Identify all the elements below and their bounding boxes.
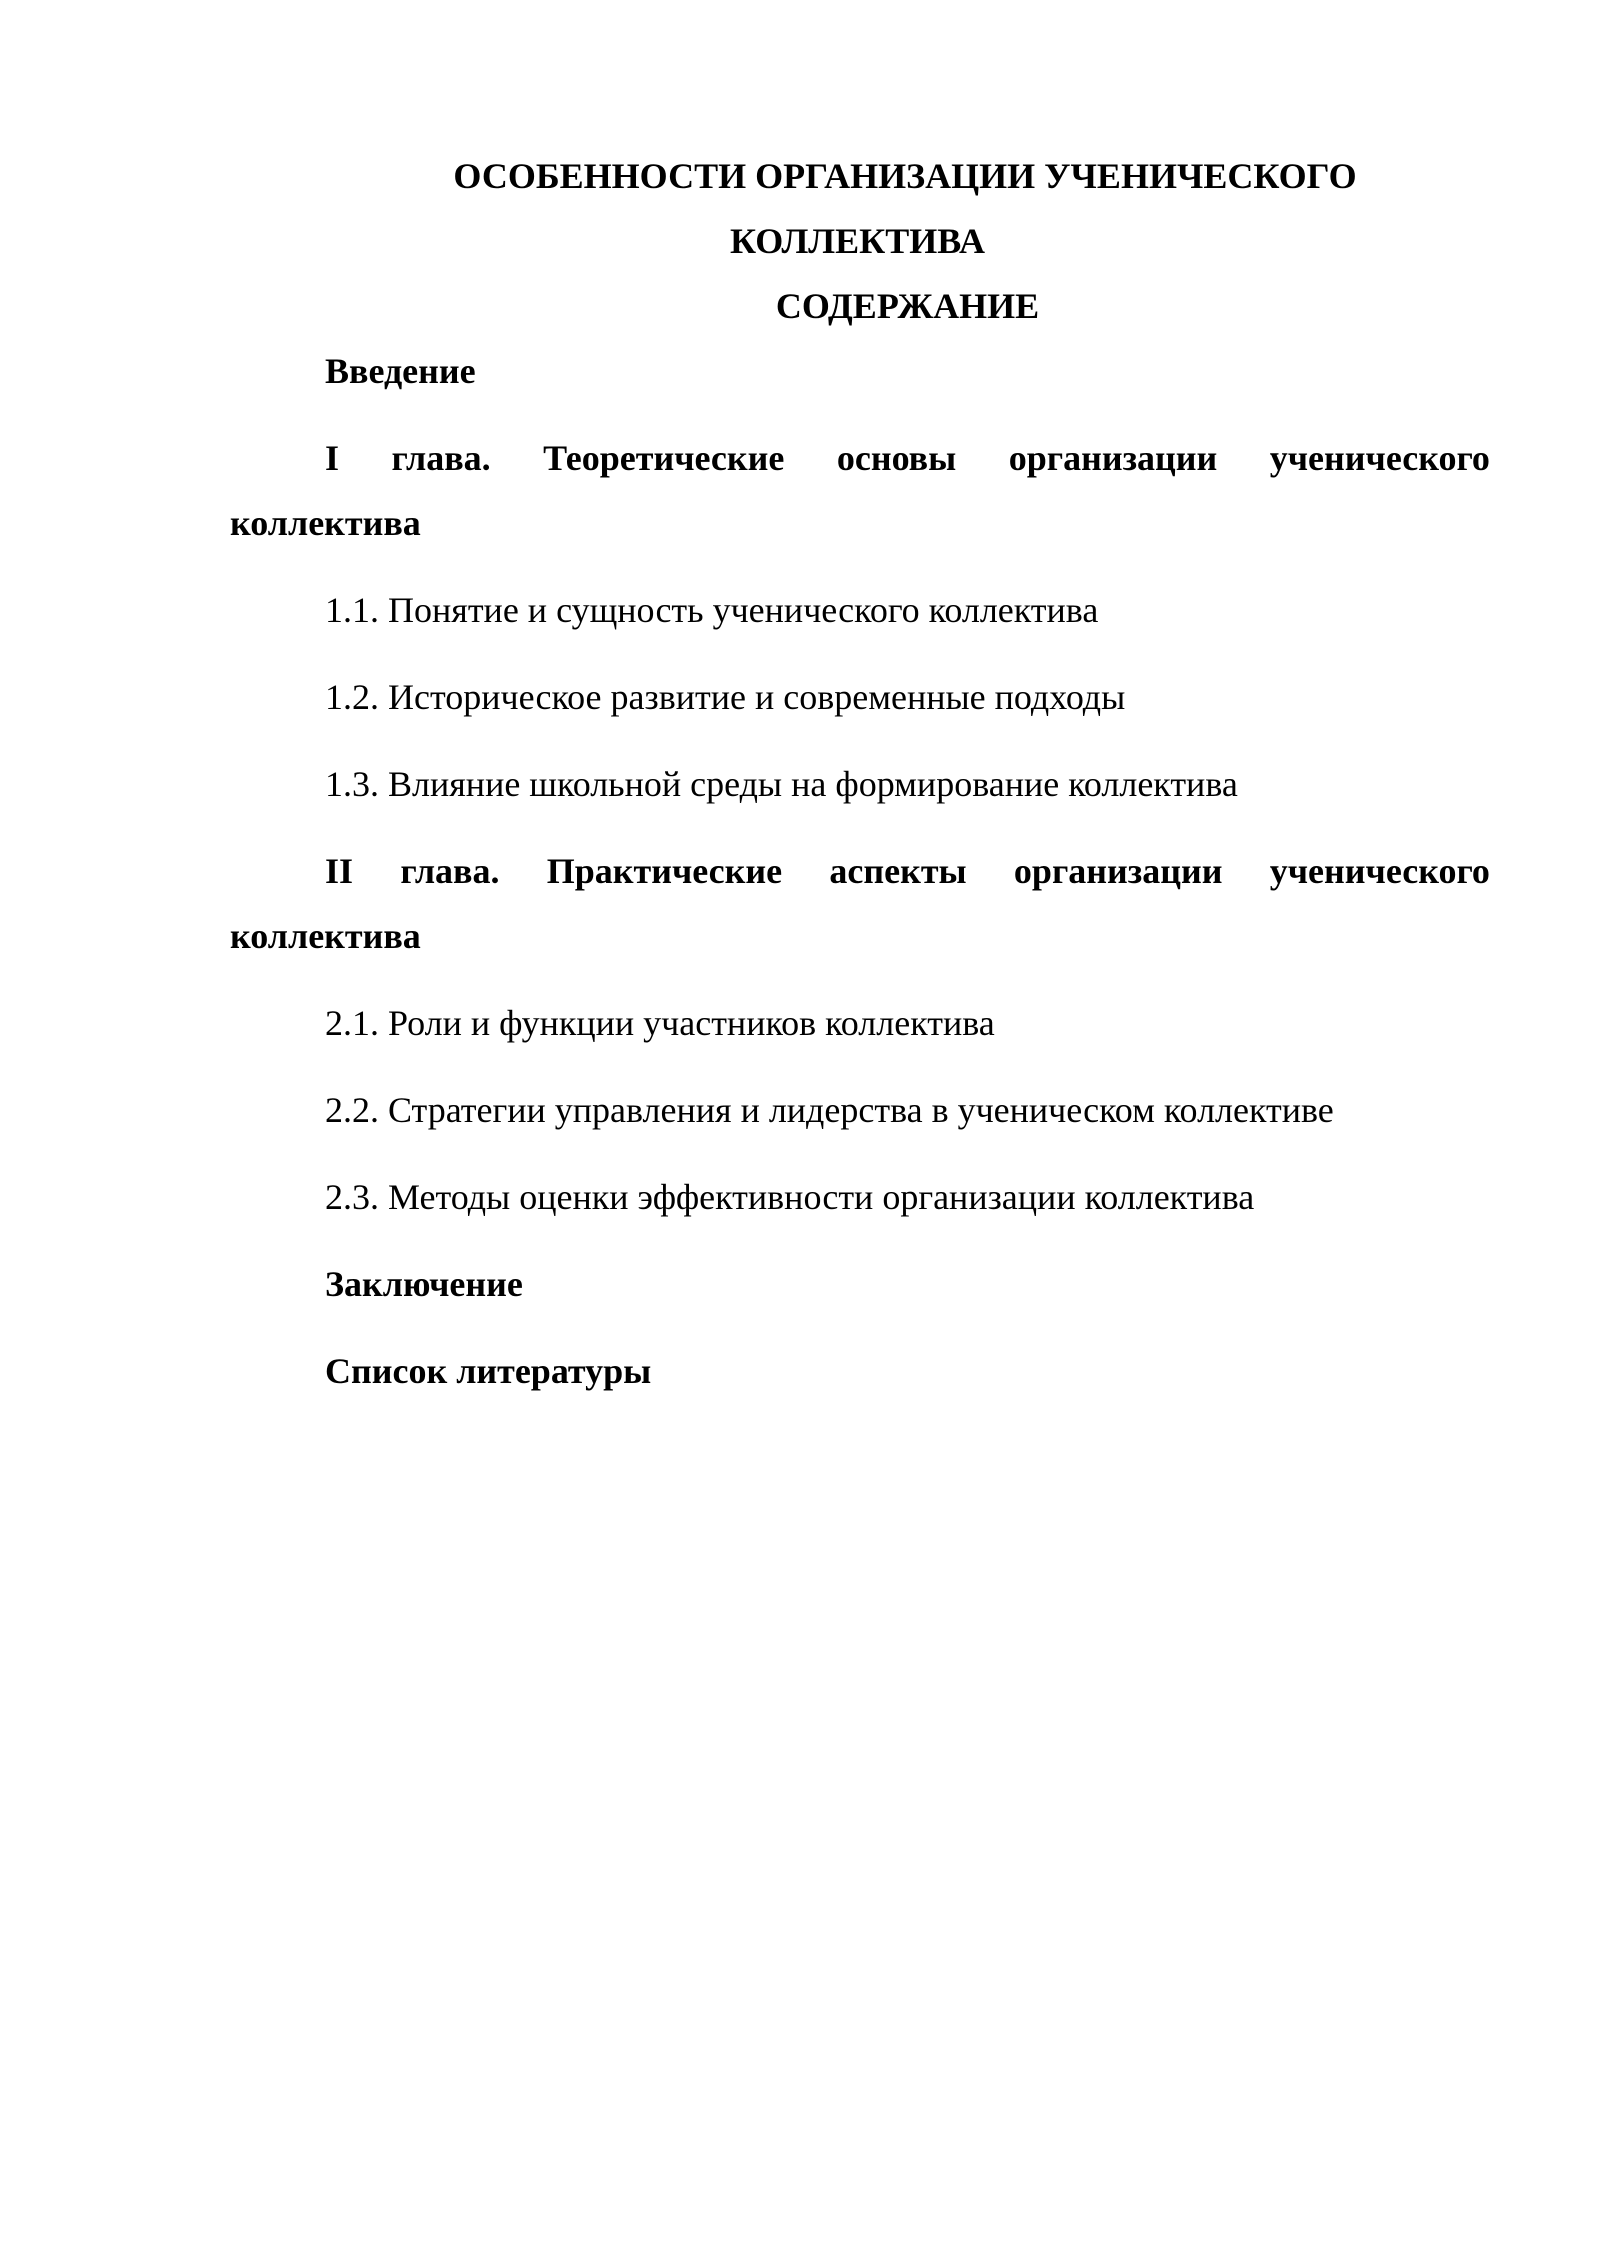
- toc-chapter-2-word: глава.: [400, 851, 500, 891]
- toc-chapter-2-word: организации: [1013, 851, 1223, 891]
- toc-section-1-2: 1.2. Историческое развитие и современные подходы: [325, 677, 1126, 717]
- toc-chapter-1-word: ученического: [1269, 438, 1490, 478]
- document-title-line-1: ОСОБЕННОСТИ ОРГАНИЗАЦИИ УЧЕНИЧЕСКОГО: [453, 156, 1357, 196]
- toc-chapter-2-word: ученического: [1269, 851, 1490, 891]
- toc-chapter-2-word: аспекты: [829, 851, 967, 891]
- contents-heading: СОДЕРЖАНИЕ: [775, 286, 1040, 326]
- toc-chapter-1-heading: [325, 438, 1490, 478]
- toc-chapter-1-heading-continuation: коллектива: [230, 503, 421, 543]
- toc-section-1-1: 1.1. Понятие и сущность ученического коллектива: [325, 590, 1099, 630]
- toc-chapter-2-word: Практические: [546, 851, 783, 891]
- toc-chapter-1-word: глава.: [391, 438, 491, 478]
- toc-chapter-2-heading: [325, 851, 1490, 891]
- toc-section-1-3: 1.3. Влияние школьной среды на формирование коллектива: [325, 764, 1238, 804]
- toc-chapter-1-word: организации: [1008, 438, 1218, 478]
- toc-chapter-1-word: Теоретические: [543, 438, 785, 478]
- toc-item-bibliography: Список литературы: [325, 1351, 652, 1391]
- toc-chapter-1-word: I: [325, 438, 340, 478]
- toc-section-2-3: 2.3. Методы оценки эффективности организации коллектива: [325, 1177, 1255, 1217]
- toc-item-conclusion: Заключение: [325, 1264, 523, 1304]
- toc-section-2-1: 2.1. Роли и функции участников коллектива: [325, 1003, 995, 1043]
- toc-chapter-2-heading-continuation: коллектива: [230, 916, 421, 956]
- toc-chapter-2-word: II: [325, 851, 354, 891]
- toc-section-2-2: 2.2. Стратегии управления и лидерства в ученическом коллективе: [325, 1090, 1334, 1130]
- toc-item-introduction: Введение: [325, 351, 476, 391]
- document-title-line-2: КОЛЛЕКТИВА: [730, 221, 985, 261]
- toc-chapter-1-word: основы: [836, 438, 957, 478]
